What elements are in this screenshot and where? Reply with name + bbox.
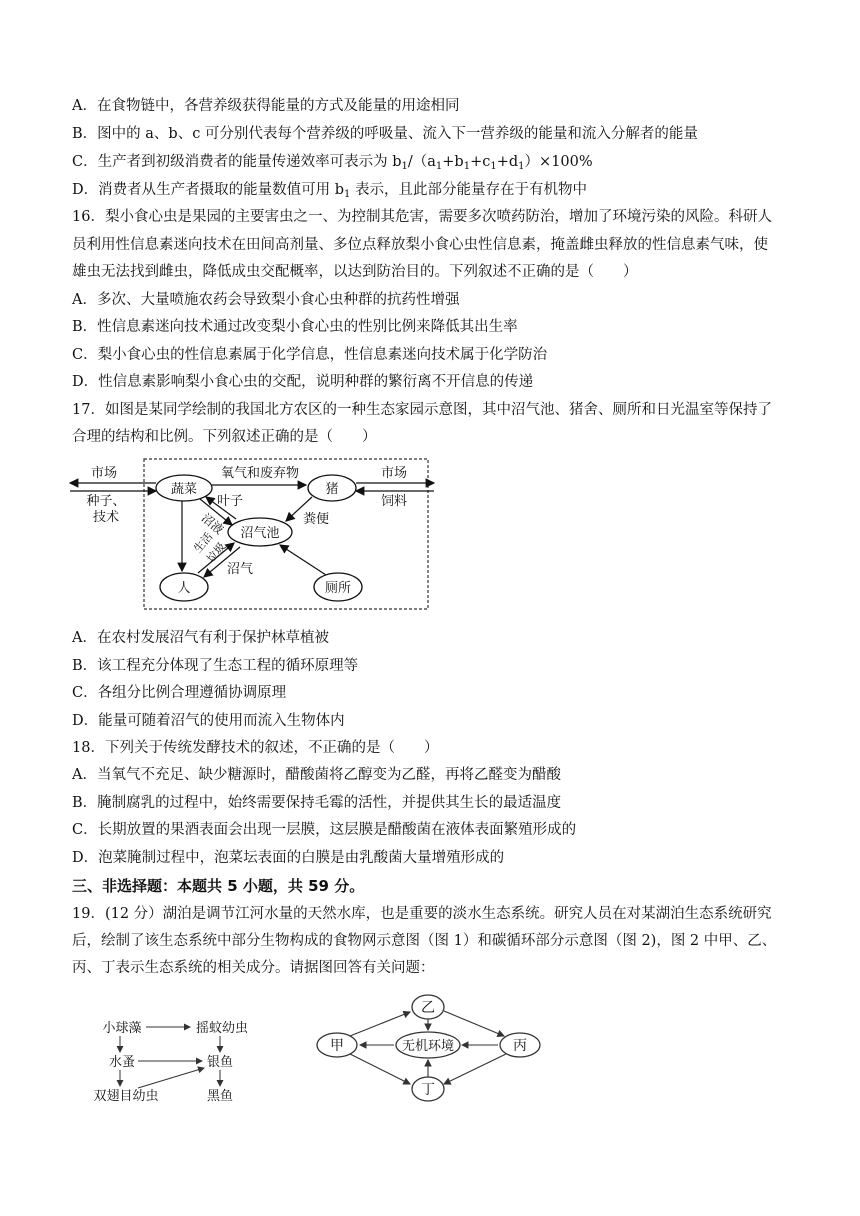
fw-mosquito-larva: 摇蚊幼虫 <box>195 1021 249 1036</box>
q16-stem-2: 员利用性信息素迷向技术在田间高剂量、多位点释放梨小食心虫性信息素，掩盖雌虫释放的性信息素气味，使 <box>72 237 768 253</box>
label-toilet: 厕所 <box>324 581 352 596</box>
q18-option-a: A．当氧气不充足、缺少糖源时，醋酸菌将乙醇变为乙醛，再将乙醛变为醋酸 <box>72 767 561 783</box>
q15-option-b: B．图中的 a、b、c 可分别代表每个营养级的呼吸量、流入下一营养级的能量和流入分解者的能量 <box>72 126 698 142</box>
q19-stem-1: 19．(12 分）湖泊是调节江河水量的天然水库，也是重要的淡水生态系统。研究人员在对某湖泊生态系统研究 <box>72 906 772 922</box>
q15-option-d: D．消费者从生产者摄取的能量数值可用 $b_1$ 表示，且此部分能量存在于有机物中 <box>72 182 587 200</box>
label-tech: 技术 <box>92 510 120 525</box>
q16-option-d: D．性信息素影响梨小食心虫的交配，说明种群的繁衍离不开信息的传递 <box>72 374 534 390</box>
label-biogas-slurry: 沼液 <box>198 510 227 538</box>
q16-stem-1: 16．梨小食心虫是果园的主要害虫之一、为控制其危害，需要多次喷药防治，增加了环境污染的风险。科研人 <box>72 209 772 225</box>
q16-stem-3: 雄虫无法找到雌虫，降低成虫交配概率，以达到防治目的。下列叙述不正确的是（ ） <box>72 264 638 280</box>
q18-option-c: C．长期放置的果酒表面会出现一层膜，这层膜是醋酸菌在液体表面繁殖形成的 <box>72 822 577 838</box>
q15-option-a: A．在食物链中，各营养级获得能量的方式及能量的用途相同 <box>72 98 460 114</box>
q17-stem-2: 合理的结构和比例。下列叙述正确的是（ ） <box>72 429 377 445</box>
label-biogas: 沼气 <box>226 562 254 577</box>
label-yi: 乙 <box>421 1000 435 1016</box>
q16-option-c: C．梨小食心虫的性信息素属于化学信息，性信息素迷向技术属于化学防治 <box>72 347 548 363</box>
q17-option-b: B．该工程充分体现了生态工程的循环原理等 <box>72 658 359 674</box>
fw-diptera-larva: 双翅目幼虫 <box>93 1089 159 1104</box>
label-pig: 猪 <box>325 482 339 497</box>
label-domestic-2: 垃圾 <box>204 540 229 566</box>
q15-option-c: C．生产者到初级消费者的能量传递效率可表示为 $b_1/(a_1+b_1+c_1+d_1)\times 100\%$ <box>72 154 593 172</box>
label-vegetables: 蔬菜 <box>170 482 198 497</box>
q17-option-d: D．能量可随着沼气的使用而流入生物体内 <box>72 713 345 729</box>
label-feed: 饲料 <box>380 494 408 509</box>
fw-black-fish: 黑鱼 <box>206 1089 234 1104</box>
label-seeds: 种子、 <box>86 494 126 509</box>
label-jia: 甲 <box>330 1038 344 1054</box>
q18-option-d: D．泡菜腌制过程中，泡菜坛表面的白膜是由乳酸菌大量增殖形成的 <box>72 850 505 866</box>
label-oxygen-waste: 氧气和废弃物 <box>220 466 300 481</box>
label-ding: 丁 <box>421 1082 435 1098</box>
q19-stem-2: 后，绘制了该生态系统中部分生物构成的食物网示意图（图 1）和碳循环部分示意图（图 2)，图 2 中甲、乙、 <box>72 933 777 949</box>
section-heading: 三、非选择题：本题共 5 小题，共 59 分。 <box>72 877 365 895</box>
food-web-figure-1 <box>80 1010 270 1110</box>
label-biogas-pool: 沼气池 <box>240 526 280 541</box>
label-manure: 粪便 <box>302 512 330 527</box>
q18-option-b: B．腌制腐乳的过程中，始终需要保持毛霉的活性，并提供其生长的最适温度 <box>72 795 562 811</box>
label-env: 无机环境 <box>401 1039 455 1054</box>
fw-chlorella: 小球藻 <box>102 1021 142 1036</box>
q17-stem-1: 17．如图是某同学绘制的我国北方农区的一种生态家园示意图，其中沼气池、猪舍、厕所和日光温室等保持了 <box>72 402 772 418</box>
label-leaves: 叶子 <box>216 494 244 509</box>
fw-silverfish: 银鱼 <box>206 1055 234 1070</box>
label-domestic-1: 生活 <box>191 530 216 556</box>
label-bing: 丙 <box>513 1038 527 1054</box>
q16-option-a: A．多次、大量喷施农药会导致梨小食心虫种群的抗药性增强 <box>72 292 460 308</box>
fw-water-flea: 水蚤 <box>108 1055 136 1070</box>
q17-option-c: C．各组分比例合理遵循协调原理 <box>72 685 287 701</box>
q18-stem: 18．下列关于传统发酵技术的叙述，不正确的是（ ） <box>72 740 439 756</box>
carbon-cycle-figure-2 <box>310 986 555 1108</box>
q19-stem-3: 丙、丁表示生态系统的相关成分。请据图回答有关问题： <box>72 960 435 976</box>
q17-option-a: A．在农村发展沼气有利于保护林草植被 <box>72 630 329 646</box>
label-market-right: 市场 <box>380 466 408 481</box>
label-market-left: 市场 <box>90 466 118 481</box>
q16-option-b: B．性信息素迷向技术通过改变梨小食心虫的性别比例来降低其出生率 <box>72 319 518 335</box>
eco-home-diagram <box>64 455 444 613</box>
label-person: 人 <box>177 581 191 596</box>
